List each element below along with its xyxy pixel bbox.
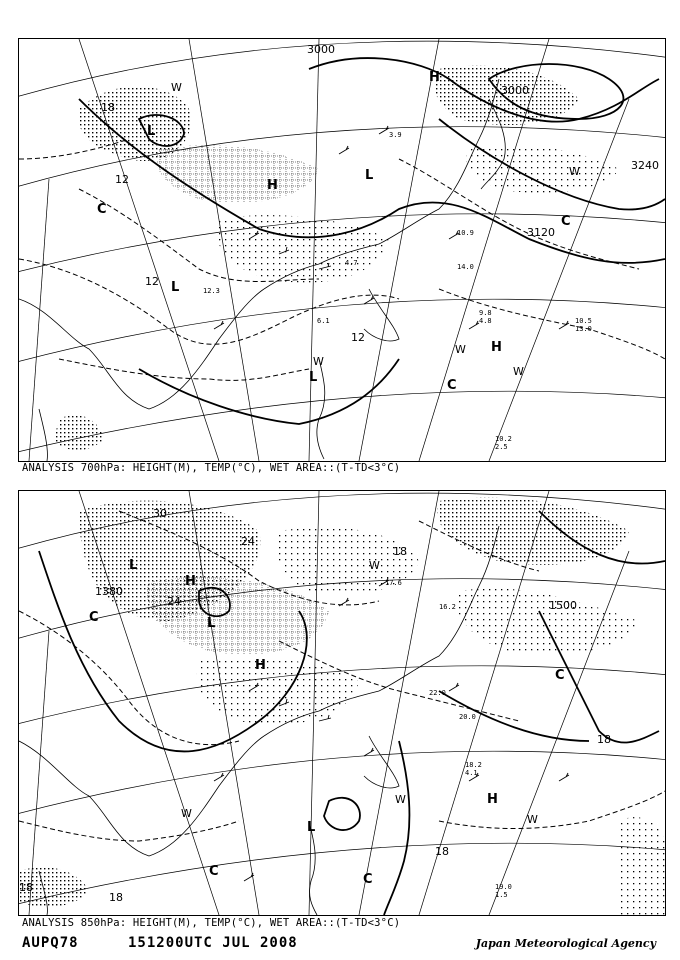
center-symbol: H [487, 792, 498, 807]
center-symbol: C [89, 610, 99, 625]
center-symbol: L [147, 124, 156, 139]
station-value: 22.0 [429, 689, 446, 697]
center-symbol: L [365, 168, 374, 183]
center-symbol: H [429, 70, 440, 85]
center-symbol: C [209, 864, 219, 879]
center-symbol: L [207, 616, 216, 631]
center-symbol: W [513, 365, 524, 378]
station-value: 13.0 [575, 325, 592, 333]
center-symbol: W [313, 355, 324, 368]
contour-label: 18 [393, 545, 407, 558]
wet-areas [54, 65, 619, 450]
station-value: 16.2 [439, 603, 456, 611]
station-value: 17.6 [385, 579, 402, 587]
center-symbol: C [363, 872, 373, 887]
contour-labels [101, 43, 659, 344]
station-value: 18.2 [465, 761, 482, 769]
caption-700hpa: ANALYSIS 700hPa: HEIGHT(M), TEMP(°C), WET AREA::(T-TD<3°C) [22, 462, 401, 474]
map-panel-850hpa [18, 490, 666, 916]
contour-label: 3240 [631, 159, 659, 172]
center-symbol: C [561, 214, 571, 229]
contour-label: 3120 [527, 226, 555, 239]
center-symbol: W [527, 813, 538, 826]
center-symbol: C [555, 668, 565, 683]
valid-time: 151200UTC JUL 2008 [128, 935, 298, 951]
center-symbol: L [171, 280, 180, 295]
station-value: 20.0 [459, 713, 476, 721]
station-value: 4.1 [465, 769, 478, 777]
contour-label: 30 [153, 507, 167, 520]
center-symbol: W [569, 165, 580, 178]
station-value: 3.9 [389, 131, 402, 139]
center-symbol: L [307, 820, 316, 835]
contour-label: 18 [597, 733, 611, 746]
contour-label: 18 [435, 845, 449, 858]
station-value: 4.7 [345, 259, 358, 267]
contour-label: 12 [145, 275, 159, 288]
station-value: 12.3 [203, 287, 220, 295]
center-symbol: H [255, 658, 266, 673]
contour-label: 18 [109, 891, 123, 904]
contour-label: 18 [19, 881, 33, 894]
station-value: 6.1 [317, 317, 330, 325]
contour-label: 18 [101, 101, 115, 114]
contour-label: 1500 [549, 599, 577, 612]
center-symbol: W [181, 807, 192, 820]
center-symbol: C [447, 378, 457, 393]
center-symbol: H [267, 178, 278, 193]
station-value: 19.0 [495, 883, 512, 891]
station-value: 9.8 [479, 309, 492, 317]
map-850hpa [19, 491, 665, 915]
station-value: 1.5 [495, 891, 508, 899]
agency-credit: Japan Meteorological Agency [475, 937, 656, 950]
center-symbol: W [455, 343, 466, 356]
map-panel-700hpa [18, 38, 666, 462]
center-symbol: W [369, 559, 380, 572]
station-value: 10.5 [575, 317, 592, 325]
contour-label: 24 [167, 595, 181, 608]
center-symbol: H [491, 340, 502, 355]
contour-label: 3000 [307, 43, 335, 56]
center-symbol: C [97, 202, 107, 217]
station-value: 2.5 [495, 443, 508, 451]
contour-label: 3000 [501, 84, 529, 97]
center-symbol: L [309, 370, 318, 385]
center-symbol: W [171, 81, 182, 94]
station-value: 14.0 [457, 263, 474, 271]
center-symbol: W [395, 793, 406, 806]
caption-850hpa: ANALYSIS 850hPa: HEIGHT(M), TEMP(°C), WET AREA::(T-TD<3°C) [22, 917, 401, 929]
center-symbol: L [129, 558, 138, 573]
station-value: 10.9 [457, 229, 474, 237]
contour-label: 12 [115, 173, 129, 186]
contour-label: 24 [241, 535, 255, 548]
station-value: 4.8 [479, 317, 492, 325]
contour-label: 1380 [95, 585, 123, 598]
chart-code: AUPQ78 [22, 935, 79, 951]
contour-label: 12 [351, 331, 365, 344]
station-value: 10.2 [495, 435, 512, 443]
map-700hpa [19, 39, 665, 461]
center-symbol: H [185, 574, 196, 589]
wet-areas [19, 497, 665, 915]
